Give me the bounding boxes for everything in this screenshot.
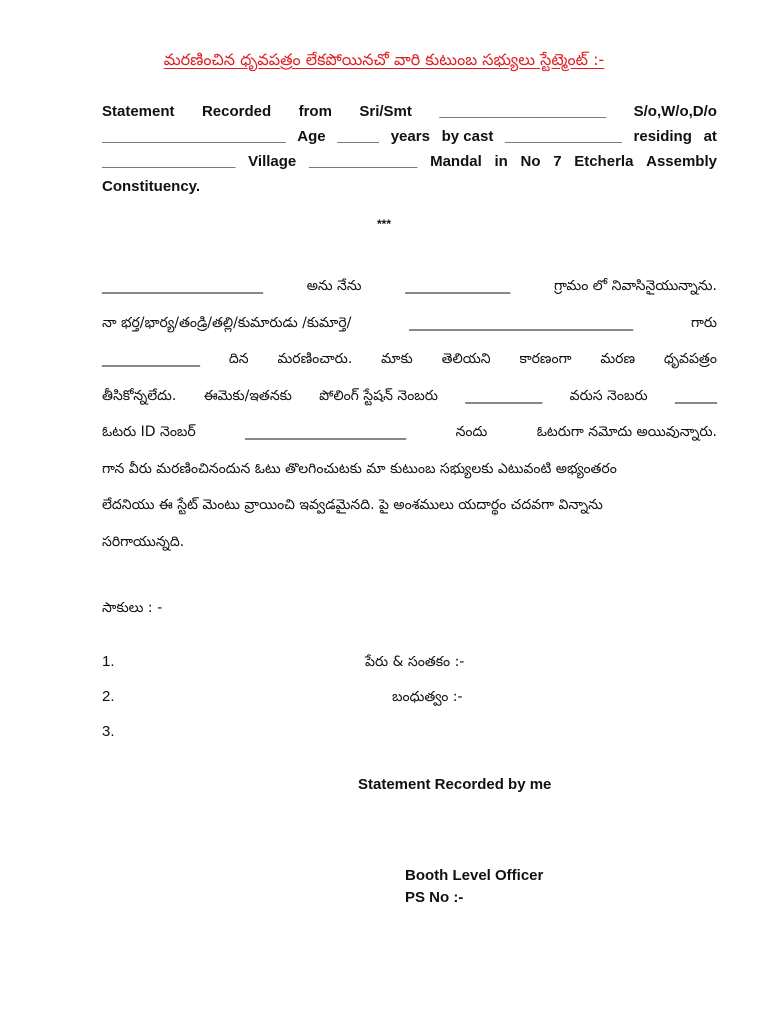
te-word: ఈమెకు/ఇతనకు	[203, 387, 292, 404]
te-word: మరణ	[600, 351, 636, 367]
name-blank[interactable]: _______________________	[102, 278, 263, 294]
telugu-line-8	[102, 524, 717, 561]
te-word: వరుస నెంబరు	[569, 387, 648, 404]
word: Age	[297, 128, 326, 145]
te-word: మాకు	[381, 351, 413, 367]
relative-name-blank[interactable]: ________________________________	[409, 314, 634, 331]
word: Village	[248, 153, 297, 170]
officer-block	[405, 865, 543, 909]
te-word: మరణించారు.	[277, 351, 353, 367]
serial-number-blank[interactable]: ______	[674, 387, 717, 404]
name-signature-label: పేరు & సంతకం :-	[365, 654, 465, 670]
te-text: లేదనియు ఈ స్టేట్ మెంటు వ్రాయించి ఇవ్వడమైనది. పై అంశములు యదార్థం చదవగా విన్నాను	[102, 497, 603, 513]
te-word: ధృవపత్రం	[663, 351, 717, 367]
te-word: గ్రామం లో నివాసినైయున్నాను.	[553, 278, 717, 294]
word: S/o,W/o,D/o	[633, 103, 717, 120]
word: Mandal	[430, 153, 482, 170]
word: years	[390, 128, 430, 145]
te-word: అను నేను	[306, 278, 362, 294]
cast-blank[interactable]: ______________	[505, 128, 622, 145]
telugu-line-5	[102, 414, 717, 451]
age-blank[interactable]: _____	[337, 128, 379, 145]
te-word: నందు	[455, 424, 488, 440]
te-text: గాన వీరు మరణించినందున ఓటు తొలగించుటకు మా కుటుంబ సభ్యులకు ఎటువంటి అభ్యంతరం	[102, 460, 617, 477]
polling-station-blank[interactable]: ___________	[465, 387, 543, 404]
telugu-line-6	[102, 451, 717, 488]
te-word: తెలియని	[441, 351, 491, 367]
word: Assembly	[646, 153, 717, 170]
telugu-line-2	[102, 305, 717, 342]
te-word: తీసికోన్నలేదు.	[102, 387, 177, 404]
english-statement	[102, 99, 717, 199]
te-word: కారణంగా	[519, 351, 572, 367]
te-word: పోలింగ్ స్టేషన్ నెంబరు	[319, 387, 438, 404]
separator: ***	[376, 217, 391, 231]
te-text: సరిగాయున్నది.	[102, 533, 185, 550]
relation-label: బంధుత్వం :-	[392, 689, 463, 705]
word: Recorded	[201, 103, 272, 120]
te-word: దిన	[228, 351, 249, 367]
form-title: మరణించిన ధృవపత్రం లేకపోయినచో వారి కుటుంబ సభ్యులు స్టేట్మెంట్ :-	[163, 50, 605, 69]
telugu-statement	[102, 268, 717, 560]
english-line-1	[102, 99, 717, 124]
english-line-2	[102, 124, 717, 149]
witness-number-2: 2.	[102, 688, 115, 705]
village-blank[interactable]: ________________	[102, 153, 236, 170]
village-blank[interactable]: _______________	[405, 278, 511, 294]
recorded-by-label: Statement Recorded by me	[358, 776, 552, 793]
telugu-line-3	[102, 341, 717, 378]
witness-number-1: 1.	[102, 653, 115, 670]
telugu-line-4	[102, 378, 717, 415]
english-line-3	[102, 149, 717, 174]
te-word: ఓటరుగా నమోదు అయివున్నారు.	[536, 424, 717, 440]
word: residing	[633, 128, 692, 145]
mandal-blank[interactable]: _____________	[308, 153, 418, 170]
word: 7	[553, 153, 562, 170]
word: Sri/Smt	[359, 103, 412, 120]
english-line-4	[102, 174, 717, 199]
ps-number-label: PS No :-	[405, 889, 464, 906]
te-word: నా భర్త/భార్య/తండ్రి/తల్లి/కుమారుడు /కుమార్తె/	[102, 314, 352, 331]
witnesses-heading: సాకులు : -	[102, 600, 163, 616]
word: Etcherla	[574, 153, 634, 170]
word: by cast	[441, 128, 494, 145]
word: at	[703, 128, 717, 145]
telugu-line-7	[102, 487, 717, 524]
word: from	[298, 103, 332, 120]
witness-number-3: 3.	[102, 723, 115, 740]
date-blank[interactable]: ______________	[102, 351, 200, 367]
word: Constituency.	[102, 178, 201, 195]
word: No	[520, 153, 541, 170]
name-blank[interactable]: ____________________	[439, 103, 607, 120]
telugu-line-1	[102, 268, 717, 305]
officer-title: Booth Level Officer	[405, 867, 544, 884]
te-word: ఓటరు ID నెంబర్	[102, 424, 196, 440]
guardian-blank[interactable]: ______________________	[102, 128, 286, 145]
word: in	[494, 153, 508, 170]
te-word: గారు	[690, 314, 717, 331]
word: Statement	[102, 103, 175, 120]
voter-id-blank[interactable]: _______________________	[245, 424, 407, 440]
